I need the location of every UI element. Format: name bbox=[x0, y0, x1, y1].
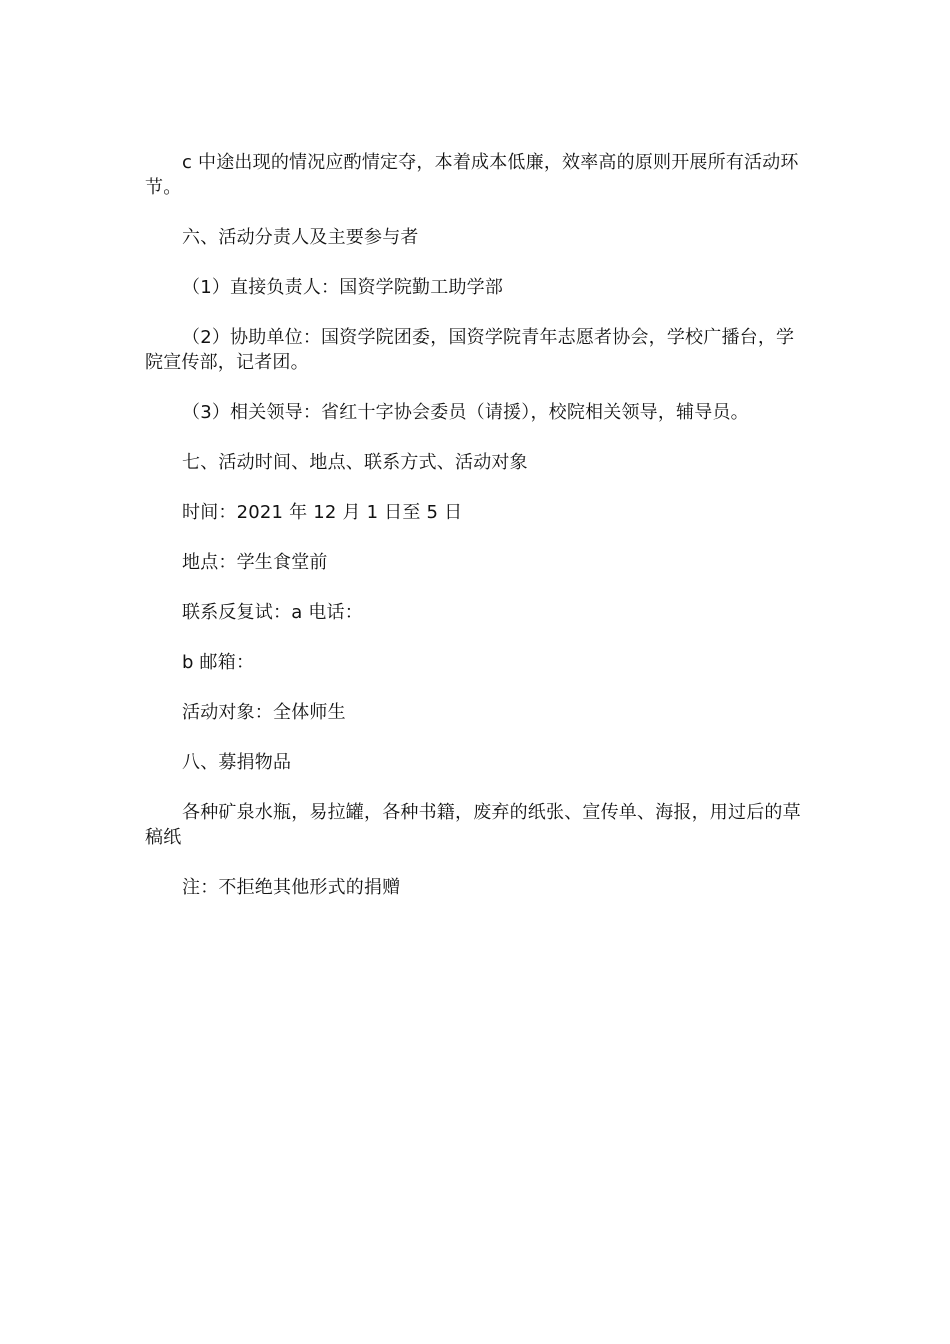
paragraph-audience: 活动对象：全体师生 bbox=[182, 702, 346, 723]
paragraph-related-leaders: （3）相关领导：省红十字协会委员（请援），校院相关领导，辅导员。 bbox=[182, 402, 749, 423]
paragraph-note: 注：不拒绝其他形式的捐赠 bbox=[182, 877, 401, 898]
paragraph-donation-items: 各种矿泉水瓶，易拉罐，各种书籍，废弃的纸张、宣传单、海报，用过后的草稿纸 bbox=[145, 802, 801, 848]
heading-section-six: 六、活动分责人及主要参与者 bbox=[182, 227, 419, 248]
heading-section-seven: 七、活动时间、地点、联系方式、活动对象 bbox=[182, 452, 528, 473]
paragraph-location: 地点：学生食堂前 bbox=[182, 552, 328, 573]
heading-section-eight: 八、募捐物品 bbox=[182, 752, 292, 773]
document-page bbox=[145, 150, 810, 925]
paragraph-activity-principle: c 中途出现的情况应酌情定夺，本着成本低廉，效率高的原则开展所有活动环节。 bbox=[145, 152, 799, 198]
paragraph-time: 时间：2021 年 12 月 1 日至 5 日 bbox=[182, 502, 463, 523]
paragraph-contact-phone: 联系反复试：a 电话： bbox=[182, 602, 363, 623]
paragraph-assisting-units: （2）协助单位：国资学院团委，国资学院青年志愿者协会，学校广播台，学院宣传部，记者团。 bbox=[145, 327, 795, 373]
paragraph-direct-responsible: （1）直接负责人：国资学院勤工助学部 bbox=[182, 277, 504, 298]
paragraph-contact-email: b 邮箱： bbox=[182, 652, 255, 673]
